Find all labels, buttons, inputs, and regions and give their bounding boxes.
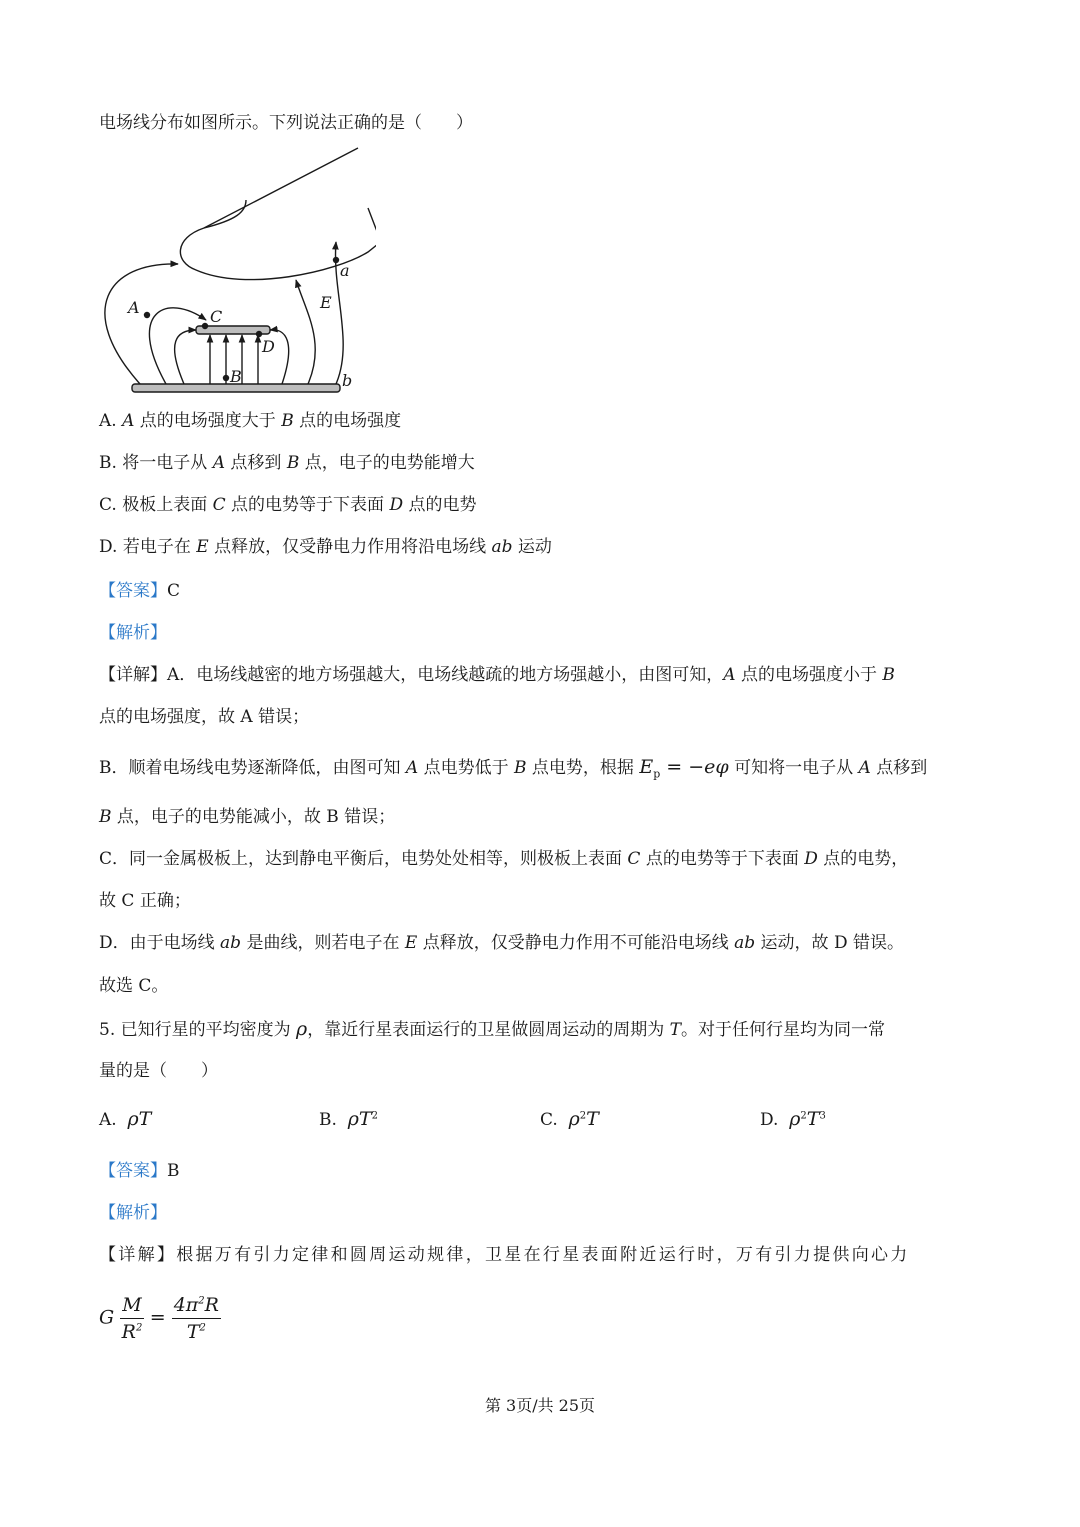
- label-E: E: [320, 293, 332, 312]
- q5-stem-1: 5. 已知行星的平均密度为 ρ，靠近行星表面运行的卫星做圆周运动的周期为 T。对于任何行星均为同一常: [99, 1018, 885, 1040]
- page-footer: 第 3页/共 25页: [484, 1396, 596, 1415]
- q4-detail-3: B．顺着电场线电势逐渐降低，由图可知 A 点电势低于 B 点电势，根据 $E_p = -e\varphi$ 可知将一电子从 A 点移到: [99, 756, 928, 781]
- q5-stem-2: 量的是（ ）: [99, 1061, 218, 1081]
- q5-answer: 【答案】B: [99, 1161, 180, 1181]
- option-D: D. 若电子在 E 点释放，仅受静电力作用将沿电场线 ab 运动: [99, 537, 552, 557]
- q5-analysis-tag: 【解析】: [99, 1203, 167, 1223]
- q5-option-B: B. $\rho T^2$: [319, 1108, 378, 1130]
- point-B-dot: [223, 375, 229, 381]
- q4-analysis-tag: 【解析】: [99, 623, 167, 643]
- q4-detail-1: 【详解】A．电场线越密的地方场强越大，电场线越疏的地方场强越小，由图可知，A 点的电场强度小于 B: [99, 665, 895, 685]
- q4-detail-7: D．由于电场线 ab 是曲线，则若电子在 E 点释放，仅受静电力作用不可能沿电场线 ab 运动，故 D 错误。: [99, 933, 904, 953]
- finger-outline: [180, 148, 376, 280]
- q4-detail-4: B 点，电子的电势能减小，故 B 错误；: [99, 807, 396, 827]
- q5-formula: G $\frac{M}{R^2}$ = $\frac{4\pi^2R}{T^2}$: [99, 1294, 219, 1343]
- option-A: A. A 点的电场强度大于 B 点的电场强度: [99, 411, 402, 431]
- fingernail: [204, 200, 246, 228]
- label-a: a: [340, 261, 350, 280]
- q5-option-A: A. ρT: [99, 1108, 152, 1130]
- q4-detail-5: C．同一金属极板上，达到静电平衡后，电势处处相等，则极板上表面 C 点的电势等于下表面 D 点的电势，: [99, 849, 909, 869]
- point-A-dot: [144, 312, 150, 318]
- label-D: D: [262, 337, 275, 356]
- option-C: C. 极板上表面 C 点的电势等于下表面 D 点的电势: [99, 495, 477, 515]
- q4-detail-2: 点的电场强度，故 A 错误；: [99, 707, 310, 727]
- q5-detail: 【详解】根据万有引力定律和圆周运动规律，卫星在行星表面附近运行时，万有引力提供向心力: [99, 1245, 910, 1265]
- point-E-dot: [333, 257, 339, 263]
- label-b: b: [342, 371, 353, 390]
- option-B: B. 将一电子从 A 点移到 B 点，电子的电势能增大: [99, 453, 475, 473]
- label-C: C: [210, 307, 223, 326]
- point-C-dot: [202, 323, 208, 329]
- question-stem: 电场线分布如图所示。下列说法正确的是（ ）: [99, 113, 473, 133]
- q5-option-C: C. $\rho^2T$: [540, 1108, 599, 1130]
- q4-answer: 【答案】C: [99, 581, 181, 601]
- q4-detail-8: 故选 C。: [99, 976, 169, 996]
- q5-option-D: D. $\rho^2T^3$: [760, 1108, 826, 1130]
- label-A: A: [128, 298, 140, 317]
- q4-detail-6: 故 C 正确；: [99, 891, 191, 911]
- label-B: B: [230, 367, 242, 386]
- electric-field-figure: [96, 142, 376, 402]
